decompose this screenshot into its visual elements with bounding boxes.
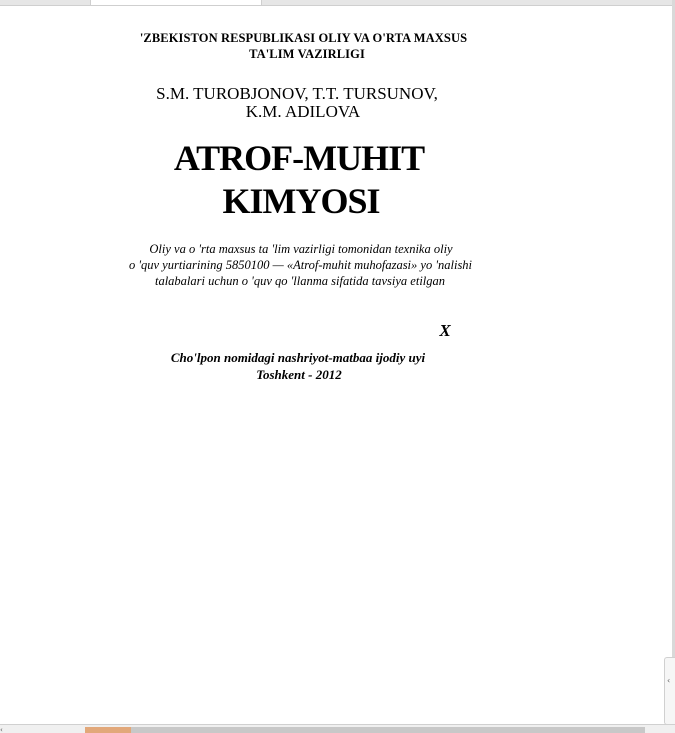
ministry-line-2: TA'LIM VAZIRLIGI (249, 47, 365, 61)
publisher-line-2: Toshkent - 2012 (256, 367, 342, 382)
authors-line-1: S.M. TUROBJONOV, T.T. TURSUNOV, (156, 84, 438, 103)
document-page (0, 6, 672, 724)
book-title-line-2: KIMYOSI (222, 181, 380, 221)
active-tab[interactable] (90, 0, 262, 5)
chevron-left-icon: ‹ (667, 676, 671, 685)
scroll-left-arrow-icon[interactable]: ‹ (0, 726, 3, 733)
book-title-line-1: ATROF-MUHIT (173, 138, 425, 178)
side-panel-toggle[interactable] (664, 657, 675, 725)
cover-mark: X (439, 321, 451, 340)
publisher-line-1: Cho'lpon nomidagi nashriyot-matbaa ijodiy uyi (170, 350, 426, 365)
horizontal-scrollbar[interactable] (0, 724, 675, 733)
ministry-line-1: 'ZBEKISTON RESPUBLIKASI OLIY VA O'RTA MAXSUS (139, 31, 468, 45)
approval-line-1: Oliy va o 'rta maxsus ta 'lim vazirligi tomonidan texnika oliy (149, 242, 453, 256)
horizontal-scroll-track[interactable] (85, 727, 645, 733)
approval-line-3: talabalari uchun o 'quv qo 'llanma sifatida tavsiya etilgan (154, 274, 446, 288)
horizontal-scroll-thumb[interactable] (85, 727, 131, 733)
approval-line-2: o 'quv yurtiarining 5850100 — «Atrof-muhit muhofazasi» yo 'nalishi (128, 258, 473, 272)
authors-line-2: K.M. ADILOVA (245, 102, 361, 121)
